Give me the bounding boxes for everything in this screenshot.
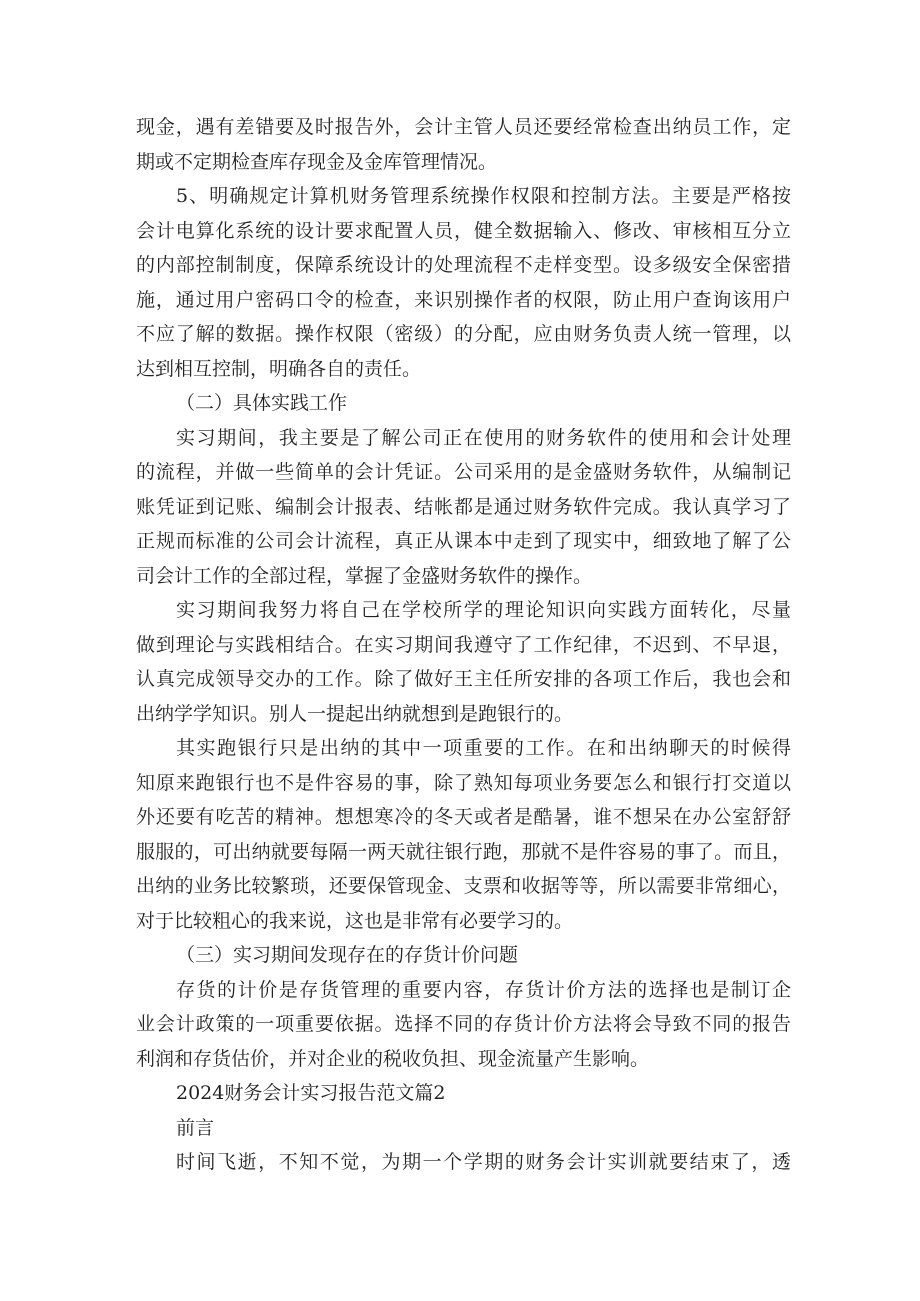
- text-line: 不应了解的数据。操作权限（密级）的分配，应由财务负责人统一管理，以: [136, 323, 791, 345]
- text-line: 的流程，并做一些简单的会计凭证。公司采用的是金盛财务软件，从编制记: [136, 461, 791, 483]
- text-line: （二）具体实践工作: [176, 392, 348, 414]
- text-line: 其实跑银行只是出纳的其中一项重要的工作。在和出纳聊天的时候得: [176, 737, 791, 759]
- text-line: 外还要有吃苦的精神。想想寒冷的冬天或者是酷暑，谁不想呆在办公室舒舒: [136, 806, 791, 828]
- text-line: 出纳的业务比较繁琐，还要保管现金、支票和收据等等，所以需要非常细心，: [136, 875, 791, 897]
- text-line: 期或不定期检查库存现金及金库管理情况。: [136, 150, 498, 173]
- text-line: 2024财务会计实习报告范文篇2: [176, 1082, 446, 1104]
- text-line: 实习期间我努力将自己在学校所学的理论知识向实践方面转化，尽量: [176, 599, 791, 621]
- text-line: 实习期间，我主要是了解公司正在使用的财务软件的使用和会计处理: [176, 426, 791, 449]
- text-line: 账凭证到记账、编制会计报表、结帐都是通过财务软件完成。我认真学习了: [136, 495, 791, 518]
- text-line: 达到相互控制，明确各自的责任。: [136, 357, 422, 380]
- text-line: 利润和存货估价，并对企业的税收负担、现金流量产生影响。: [136, 1047, 650, 1070]
- text-line: 知原来跑银行也不是件容易的事，除了熟知每项业务要怎么和银行打交道以: [136, 771, 791, 794]
- text-line: 5、明确规定计算机财务管理系统操作权限和控制方法。主要是严格按: [176, 185, 791, 207]
- text-line: （三）实习期间发现存在的存货计价问题: [176, 944, 519, 966]
- text-line: 业会计政策的一项重要依据。选择不同的存货计价方法将会导致不同的报告: [136, 1013, 791, 1035]
- text-line: 正规而标准的公司会计流程，真正从课本中走到了现实中，细致地了解了公: [136, 530, 791, 552]
- text-line: 认真完成领导交办的工作。除了做好王主任所安排的各项工作后，我也会和: [136, 668, 791, 690]
- text-line: 司会计工作的全部过程，掌握了金盛财务软件的操作。: [136, 564, 593, 587]
- document-body: [136, 110, 791, 1180]
- text-line: 服服的，可出纳就要每隔一两天就往银行跑，那就不是件容易的事了。而且，: [136, 840, 791, 863]
- text-line: 现金，遇有差错要及时报告外，会计主管人员还要经常检查出纳员工作，定: [136, 116, 791, 138]
- text-line: 前言: [176, 1116, 215, 1139]
- text-line: 施，通过用户密码口令的检查，来识别操作者的权限，防止用户查询该用户: [136, 288, 791, 311]
- text-line: 对于比较粗心的我来说，这也是非常有必要学习的。: [136, 909, 574, 932]
- text-line: 做到理论与实践相结合。在实习期间我遵守了工作纪律，不迟到、不早退，: [136, 633, 791, 656]
- text-line: 会计电算化系统的设计要求配置人员，健全数据输入、修改、审核相互分立: [136, 219, 791, 242]
- text-line: 的内部控制制度，保障系统设计的处理流程不走样变型。设多级安全保密措: [136, 254, 791, 276]
- text-line: 出纳学学知识。别人一提起出纳就想到是跑银行的。: [136, 702, 574, 725]
- text-line: 存货的计价是存货管理的重要内容，存货计价方法的选择也是制订企: [176, 978, 791, 1001]
- text-line: 时间飞逝，不知不觉，为期一个学期的财务会计实训就要结束了，透: [176, 1151, 791, 1173]
